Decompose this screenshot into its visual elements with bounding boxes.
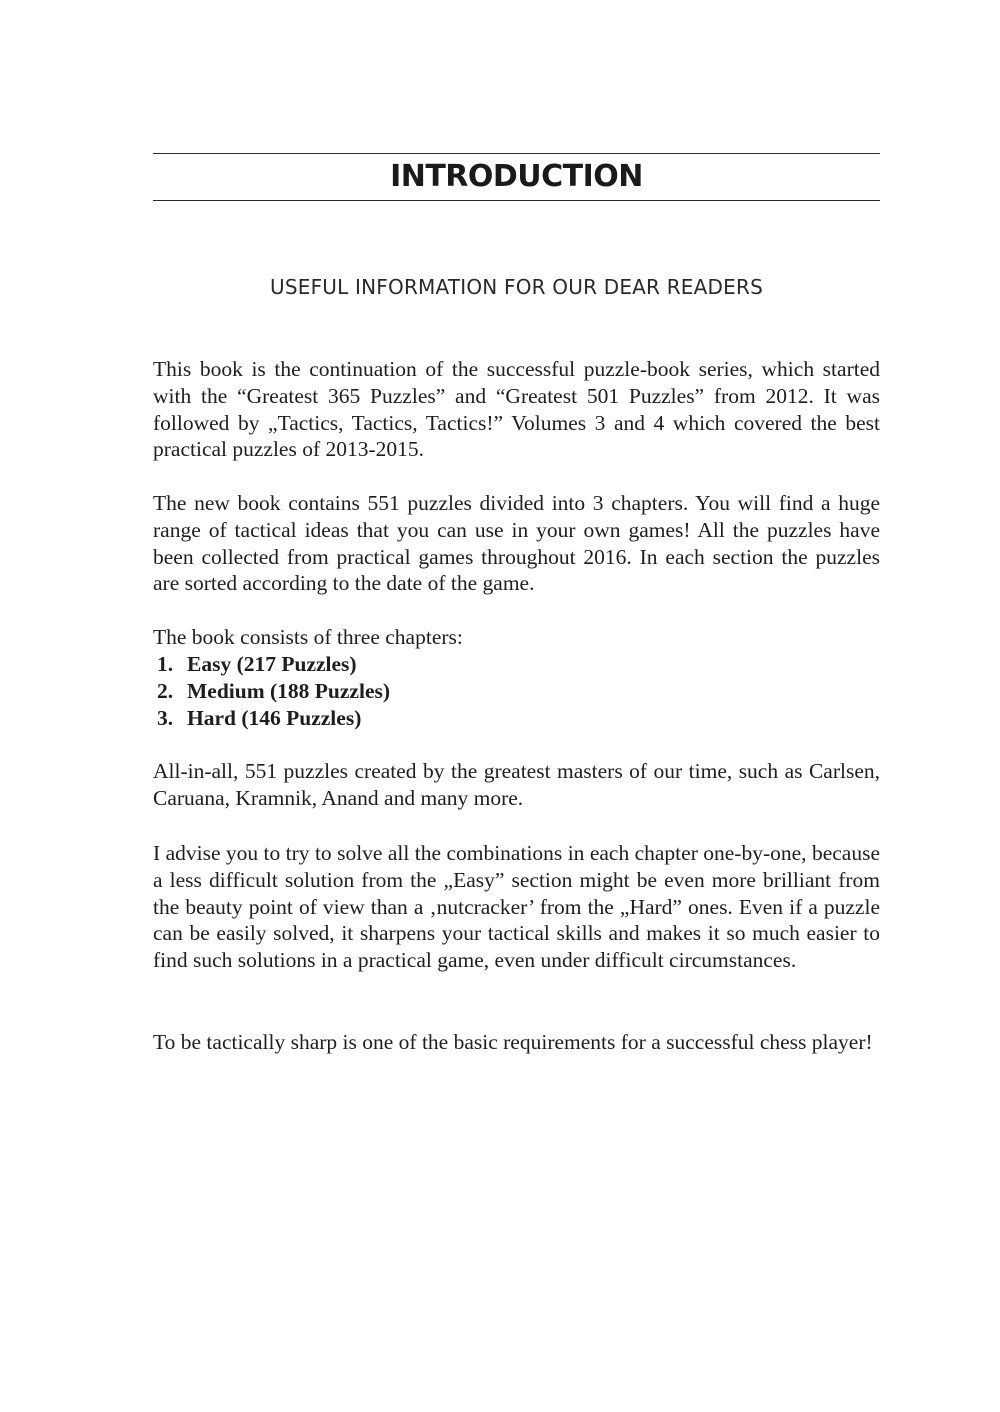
chapter-number: 2.: [157, 678, 174, 703]
paragraph-advice: I advise you to try to solve all the combinations in each chapter one-by-one, because a less difficult solution from the „Easy” section might be even more brilliant from the beauty point of view than a ‚nutcracker’ from the „Hard” ones. Even if a puzzle can be easily solved, it sharpens your tactical skills and makes it so much easier to find such solutions in a practical game, even under difficult circumstances.: [153, 841, 880, 973]
chapter-number: 3.: [157, 705, 174, 730]
paragraph-series-intro: This book is the continuation of the successful puzzle-book series, which started with the “Greatest 365 Puzzles” and “Greatest 501 Puzzles” from 2012. It was followed by „Tactics, Tactics, Tactics!” Volumes 3 and 4 which covered the best practical puzzles of 2013-2015.: [153, 357, 880, 462]
chapter-list-item: [153, 705, 880, 732]
paragraph-chapters-intro: The book consists of three chapters:: [153, 625, 463, 649]
chapter-list-item: [153, 678, 880, 705]
chapter-number: 1.: [157, 652, 174, 676]
title-rule-top: [153, 153, 880, 154]
chapter-label: Hard (146 Puzzles): [187, 705, 362, 730]
chapter-label: Easy (217 Puzzles): [187, 652, 357, 676]
paragraph-masters: All-in-all, 551 puzzles created by the greatest masters of our time, such as Carlsen, Caruana, Kramnik, Anand and many more.: [153, 759, 880, 810]
chapter-list: [153, 651, 880, 731]
title-rule-bottom: [153, 200, 880, 201]
chapter-list-item: [153, 651, 880, 678]
chapter-label: Medium (188 Puzzles): [187, 678, 391, 703]
paragraph-book-contents: The new book contains 551 puzzles divided into 3 chapters. You will find a huge range of tactical ideas that you can use in your own games! All the puzzles have been collected from practical games throughout 2016. In each section the puzzles are sorted according to the date of the game.: [153, 491, 880, 596]
paragraph-closing: To be tactically sharp is one of the basic requirements for a successful chess player!: [153, 1030, 873, 1054]
section-heading: USEFUL INFORMATION FOR OUR DEAR READERS: [270, 275, 763, 299]
chapter-title: INTRODUCTION: [390, 159, 643, 194]
